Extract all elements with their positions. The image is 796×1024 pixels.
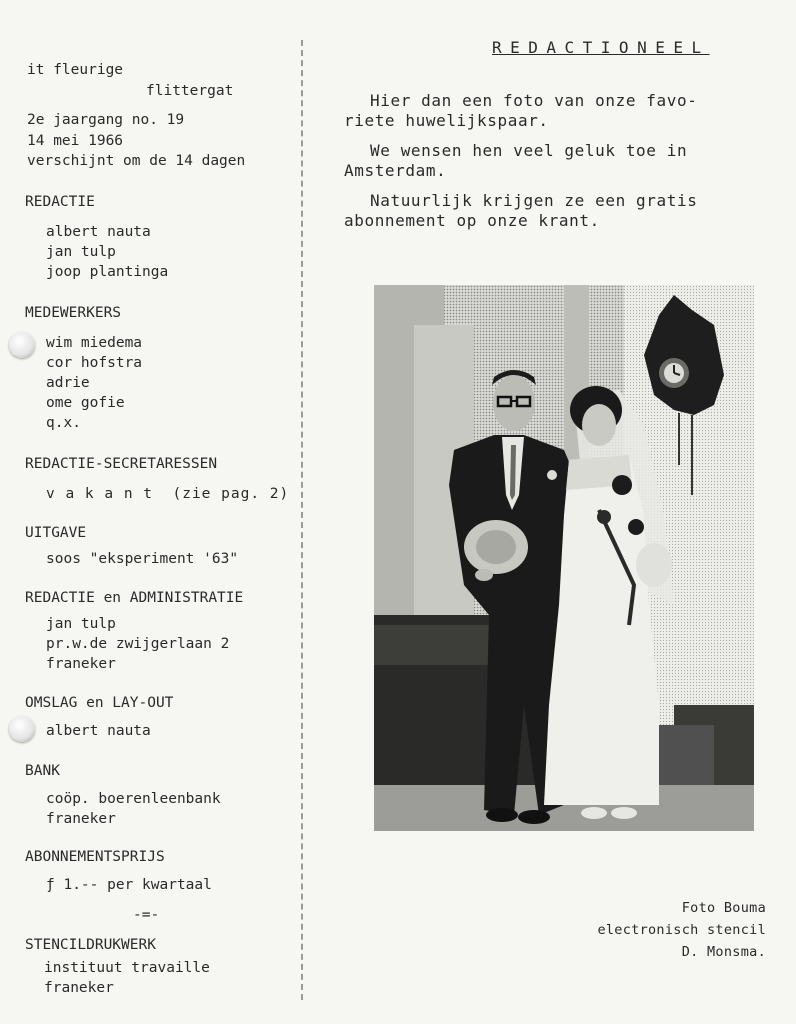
list-item: franeker: [46, 811, 116, 827]
masthead-name-1: it fleurige: [27, 62, 124, 78]
section-heading-omslag: OMSLAG en LAY-OUT: [25, 695, 174, 711]
list-item: instituut travaille: [44, 960, 210, 976]
list-item: v a k a n t (zie pag. 2): [46, 486, 290, 502]
list-item: franeker: [44, 980, 114, 996]
list-item: jan tulp: [46, 244, 116, 260]
section-heading-administratie: REDACTIE en ADMINISTRATIE: [25, 590, 244, 606]
masthead-date: 14 mei 1966: [27, 133, 124, 149]
stencil-credit: electronisch stencil: [597, 922, 766, 938]
list-item: q.x.: [46, 415, 81, 431]
list-item: franeker: [46, 656, 116, 672]
list-item: joop plantinga: [46, 264, 169, 280]
column-divider: [301, 40, 303, 1000]
list-item: albert nauta: [46, 224, 151, 240]
list-item: cor hofstra: [46, 355, 143, 371]
punch-hole-bottom: [9, 716, 35, 742]
section-heading-medewerkers: MEDEWERKERS: [25, 305, 122, 321]
masthead-volume: 2e jaargang no. 19: [27, 112, 185, 128]
list-item: ƒ 1.-- per kwartaal: [46, 877, 212, 893]
section-heading-bank: BANK: [25, 763, 60, 779]
list-item: ome gofie: [46, 395, 125, 411]
section-heading-abonnement: ABONNEMENTSPRIJS: [25, 849, 165, 865]
masthead-name-2: flittergat: [146, 83, 234, 99]
editorial-paragraph-line: Hier dan een foto van onze favo-: [370, 91, 698, 110]
list-item: albert nauta: [46, 723, 151, 739]
list-item: wim miedema: [46, 335, 143, 351]
editorial-paragraph-line: riete huwelijkspaar.: [344, 111, 549, 130]
list-item: jan tulp: [46, 616, 116, 632]
editorial-paragraph-line: Amsterdam.: [344, 161, 447, 180]
list-item: soos "eksperiment '63": [46, 551, 239, 567]
editorial-paragraph-line: Natuurlijk krijgen ze een gratis: [370, 191, 698, 210]
list-item: pr.w.de zwijgerlaan 2: [46, 636, 230, 652]
wedding-photo: [374, 285, 754, 831]
editorial-paragraph-line: We wensen hen veel geluk toe in: [370, 141, 688, 160]
editorial-title: REDACTIONEEL: [492, 38, 710, 57]
masthead-frequency: verschijnt om de 14 dagen: [27, 153, 246, 169]
stencil-author: D. Monsma.: [681, 944, 766, 960]
section-heading-uitgave: UITGAVE: [25, 525, 87, 541]
section-heading-secretaressen: REDACTIE-SECRETARESSEN: [25, 456, 218, 472]
photo-credit: Foto Bouma: [681, 900, 766, 916]
section-heading-redactie: REDACTIE: [25, 194, 95, 210]
editorial-paragraph-line: abonnement op onze krant.: [344, 211, 600, 230]
section-heading-stencil: STENCILDRUKWERK: [25, 937, 156, 953]
punch-hole-top: [9, 332, 35, 358]
list-item: coöp. boerenleenbank: [46, 791, 221, 807]
list-item: adrie: [46, 375, 90, 391]
separator: -=-: [133, 907, 160, 923]
